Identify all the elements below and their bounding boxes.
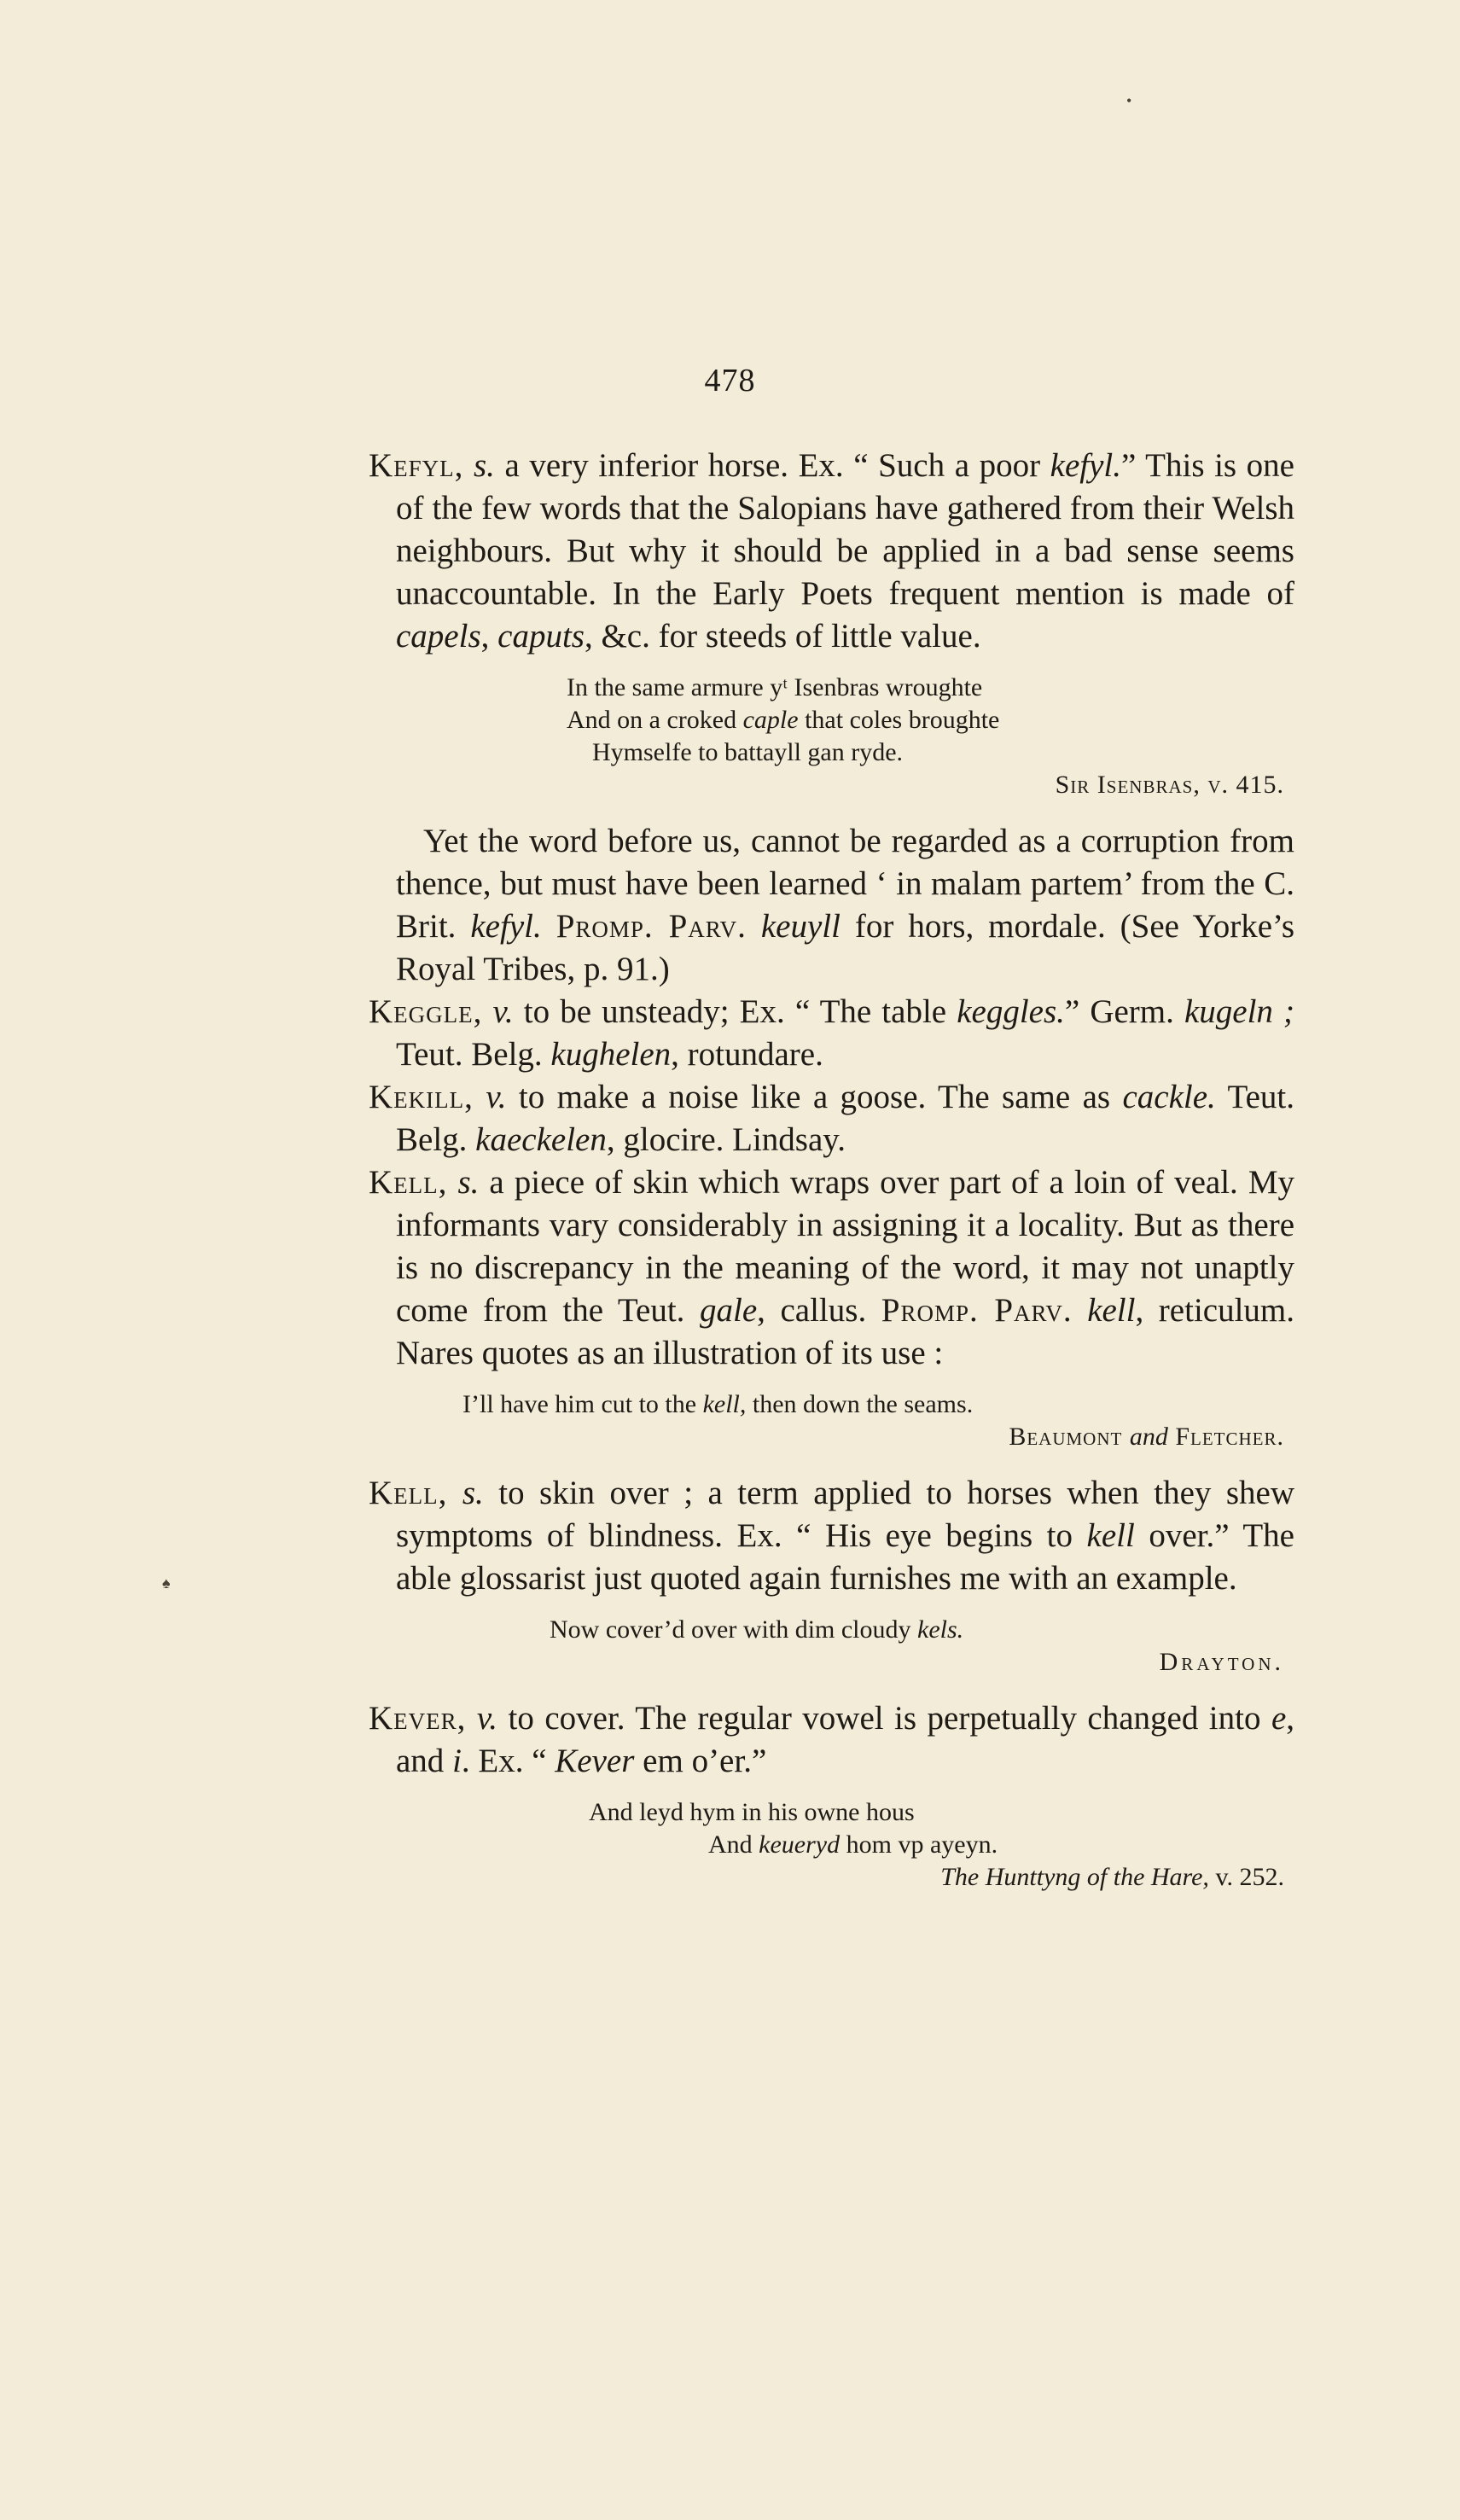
definition-text: Teut. Belg. (396, 1036, 551, 1073)
part-of-speech: s. (457, 1164, 480, 1201)
quote-line: And leyd hym in his owne hous (589, 1798, 915, 1826)
part-of-speech: s. (462, 1475, 484, 1511)
quote-citation (462, 1421, 1294, 1453)
quote-line (550, 1614, 1294, 1646)
definition-text: , and (396, 1700, 1295, 1779)
entry-kekill (369, 1076, 1294, 1161)
definition-text: to skin over ; a term applied to horses when they shew symptoms of blindness. Ex. “ His eye begins to (396, 1475, 1295, 1554)
citation-text: v. 252. (1208, 1863, 1284, 1891)
paragraph-kefyl-continued (369, 820, 1294, 991)
italic-word: kell, (702, 1390, 747, 1418)
quote-text: Now cover’d over with dim cloudy (550, 1615, 918, 1644)
definition-text: to be unsteady; Ex. “ The table (513, 993, 957, 1030)
italic-word: kughelen (550, 1036, 672, 1073)
part-of-speech: v. (492, 993, 514, 1030)
quote-line: Hymselfe to battayll gan ryde. (592, 738, 904, 766)
entry-kefyl (369, 445, 1294, 658)
italic-word: keueryd (759, 1830, 841, 1859)
quote-line: In the same armure yᵗ Isenbras wroughte (567, 673, 983, 701)
definition-text: a piece of skin which wraps over part of a loin of veal. My informants vary considerably in assigning it a locality. But as there is no discrepancy in the meaning of the word, it may not unaptly come from the Teut. (396, 1164, 1295, 1329)
italic-word: Kever (555, 1743, 635, 1779)
quote-text: hom vp ayeyn. (840, 1830, 998, 1859)
italic-word: gale (700, 1292, 758, 1329)
headword: Kever, (369, 1700, 467, 1737)
italic-word: keuyll (760, 908, 841, 945)
part-of-speech: v. (486, 1079, 507, 1115)
quote-lines (550, 1614, 1294, 1679)
paragraph-text: for hors, mordale. (See Yorke’s Royal Tribes, p. 91.) (396, 908, 1295, 987)
headword: Kell, (369, 1475, 448, 1511)
speck-mark: • (1126, 92, 1132, 109)
quote-lines (567, 672, 1294, 801)
entry-kell-2 (369, 1472, 1294, 1600)
quotation-hunttyng (369, 1796, 1294, 1894)
definition-text: , callus. (757, 1292, 881, 1329)
source-abbrev: Promp. Parv. (555, 908, 747, 945)
quote-text: And (708, 1830, 759, 1859)
definition-text: , rotundare. (671, 1036, 823, 1073)
speck-mark: ♠ (162, 1574, 171, 1592)
italic-title: The Hunttyng of the Hare, (940, 1863, 1209, 1891)
definition-text: to cover. The regular vowel is perpetually changed into (497, 1700, 1271, 1737)
headword: Kefyl, (369, 447, 464, 484)
headword: Kekill, (369, 1079, 474, 1115)
quote-text: that coles broughte (798, 706, 1000, 734)
quote-citation: Drayton. (1159, 1648, 1284, 1676)
quote-lines (589, 1796, 1294, 1894)
quote-text: then down the seams. (746, 1390, 974, 1418)
definition-text: ” Germ. (1064, 993, 1184, 1030)
italic-word: kell (1087, 1292, 1136, 1329)
source-abbrev: Promp. Parv. (881, 1292, 1073, 1329)
italic-word: and (1129, 1423, 1168, 1451)
quote-text: And on a croked (567, 706, 743, 734)
entry-keggle (369, 991, 1294, 1076)
definition-text: em o’er.” (634, 1743, 767, 1779)
definition-text: , (480, 618, 498, 655)
page-number: 478 (704, 363, 756, 399)
italic-word: caple (742, 706, 799, 734)
quote-citation: Sir Isenbras, v. 415. (1055, 771, 1284, 799)
italic-word: cackle. (1122, 1079, 1216, 1115)
citation-text: Fletcher. (1167, 1423, 1284, 1451)
quote-citation (589, 1861, 1294, 1894)
definition-text: , glocire. Lindsay. (606, 1121, 846, 1158)
definition-text: , &c. for steeds of little value. (584, 618, 981, 655)
paragraph-text: Yet the word before us, cannot be regarded as a corruption from thence, but must have been learned ‘ in malam partem’ from the C. Brit. (396, 823, 1294, 945)
italic-word: kefyl. (470, 908, 542, 945)
italic-word: kels. (917, 1615, 964, 1644)
italic-word: kaeckelen (475, 1121, 607, 1158)
quotation-beaumont (369, 1388, 1294, 1453)
definition-text: Teut. Belg. (396, 1079, 1294, 1158)
quote-text: I’ll have him cut to the (462, 1390, 703, 1418)
quote-lines (462, 1388, 1294, 1453)
definition-text: a very inferior horse. Ex. “ Such a poor (494, 447, 1050, 484)
italic-word: keggles. (957, 993, 1065, 1030)
space (747, 908, 761, 945)
italic-word: e (1271, 1700, 1287, 1737)
part-of-speech: v. (476, 1700, 498, 1737)
definition-text: ” This is one of the few words that the Salopians have gathered from their Welsh neighbours. But why it should be applied in a bad sense seems unaccountable. In the Early Poets frequent mention is made of (396, 447, 1294, 612)
italic-word: kell (1086, 1517, 1135, 1554)
quotation-isenbras (369, 672, 1294, 801)
italic-word: kugeln ; (1184, 993, 1295, 1030)
entry-kell-1 (369, 1161, 1294, 1375)
quote-line (567, 704, 1294, 736)
definition-text: to make a noise like a goose. The same as (506, 1079, 1123, 1115)
italic-word: caputs (497, 618, 585, 655)
definition-text: . Ex. “ (461, 1743, 555, 1779)
headword: Keggle, (369, 993, 483, 1030)
citation-text: Beaumont (1009, 1423, 1130, 1451)
quotation-drayton (369, 1614, 1294, 1679)
italic-word: kefyl. (1050, 447, 1121, 484)
definition-text: over.” The able glossarist just quoted again furnishes me with an example. (396, 1517, 1294, 1597)
space (1073, 1292, 1088, 1329)
entry-kever (369, 1697, 1294, 1783)
italic-word: capels (396, 618, 481, 655)
headword: Kell, (369, 1164, 448, 1201)
definition-text: , reticulum. Nares quotes as an illustration of its use : (396, 1292, 1295, 1371)
quote-line (462, 1388, 1294, 1421)
italic-word: i (452, 1743, 462, 1779)
quote-line (589, 1829, 1294, 1861)
part-of-speech: s. (474, 447, 495, 484)
text-column (369, 445, 1294, 1912)
space (542, 908, 556, 945)
